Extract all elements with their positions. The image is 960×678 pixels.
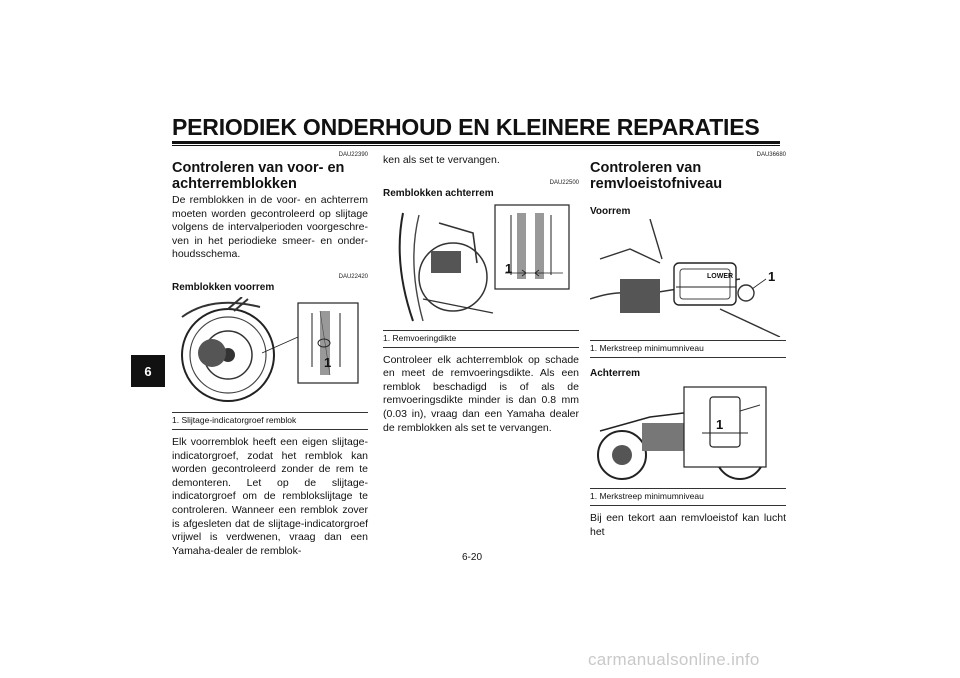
section-heading: Controleren van remvloeistofniveau <box>590 160 723 192</box>
subheading-front-brake: Remblokken voorrem <box>172 281 275 293</box>
figure-front-reservoir <box>590 219 786 337</box>
section-code: DAU36680 <box>756 152 786 158</box>
chapter-tab[interactable]: 6 <box>131 355 165 387</box>
figure-rule <box>172 412 368 413</box>
page-title: PERIODIEK ONDERHOUD EN KLEINERE REPARATIES <box>172 114 760 140</box>
figure-callout: 1 <box>324 354 332 370</box>
figure-front-brake <box>172 297 368 409</box>
section-code: DAU22500 <box>549 179 579 186</box>
figure-caption: 1. Merkstreep minimumniveau <box>590 491 704 501</box>
front-reservoir-illustration <box>590 219 786 337</box>
page-number: 6-20 <box>462 552 483 563</box>
rear-brake-illustration <box>383 203 579 327</box>
figure-rear-brake <box>383 203 579 327</box>
figure-callout: 1 <box>768 269 776 284</box>
motorcycle-illustration <box>590 381 786 485</box>
subheading-front-brake: Voorrem <box>590 206 631 217</box>
figure-rule <box>383 347 579 348</box>
figure-rule <box>172 429 368 430</box>
body-paragraph-continuation: ken als set te vervangen. <box>383 154 500 166</box>
intro-paragraph: De remblokken in de voor- en achterrem moeten worden gecontroleerd op slijtage volgens de intervalperioden voorgeschreven in het periodieke smeer- en onderhoudsschema. <box>172 194 368 261</box>
figure-rule <box>590 505 786 506</box>
body-paragraph: Bij een tekort aan remvloeistof kan lucht het <box>590 512 786 538</box>
reservoir-label: LOWER <box>707 273 734 280</box>
figure-rule <box>590 340 786 341</box>
title-rule-thin <box>172 145 780 146</box>
figure-caption: 1. Remvoeringdikte <box>383 332 457 343</box>
figure-callout: 1 <box>716 417 724 432</box>
column-1 <box>172 152 368 558</box>
body-paragraph: Elk voorremblok heeft een eigen slijtage-indicatorgroef, zodat het remblok kan worden gecontroleerd zonder de rem te demonteren. Let op de slijtage-indicatorgroef om de remblokslijtage te controleren. Wanneer een remblok zover is afgesleten dat de slijtage-indicatorgroef vrijwel is verdwenen, vraag dan een Yamaha-dealer de remblok- <box>172 435 368 557</box>
subheading-rear-brake: Remblokken achterrem <box>383 187 494 199</box>
figure-rule <box>590 488 786 489</box>
section-heading: Controleren van voor- en achterremblokken <box>172 160 345 192</box>
figure-rule <box>590 357 786 358</box>
watermark: carmanualsonline.info <box>588 650 760 669</box>
column-2 <box>383 152 579 435</box>
figure-caption: 1. Merkstreep minimumniveau <box>590 343 704 353</box>
body-paragraph: Controleer elk achterremblok op schade en meet de remvoeringsdikte. Als een remblok beschadigd is of als de remvoeringsdikte minder is dan 0.8 mm (0.03 in), vraag dan een Yamaha dealer de remblokken als set te vervangen. <box>383 353 579 434</box>
figure-rear-reservoir <box>590 381 786 485</box>
subheading-rear-brake: Achterrem <box>590 368 641 379</box>
section-code: DAU22420 <box>338 273 368 280</box>
section-code: DAU22390 <box>338 152 368 158</box>
column-3 <box>590 152 786 539</box>
front-wheel-illustration <box>172 297 368 409</box>
figure-callout: 1 <box>505 260 513 276</box>
figure-rule <box>383 330 579 331</box>
figure-caption: 1. Slijtage-indicatorgroef remblok <box>172 414 297 425</box>
title-rule <box>172 141 780 144</box>
